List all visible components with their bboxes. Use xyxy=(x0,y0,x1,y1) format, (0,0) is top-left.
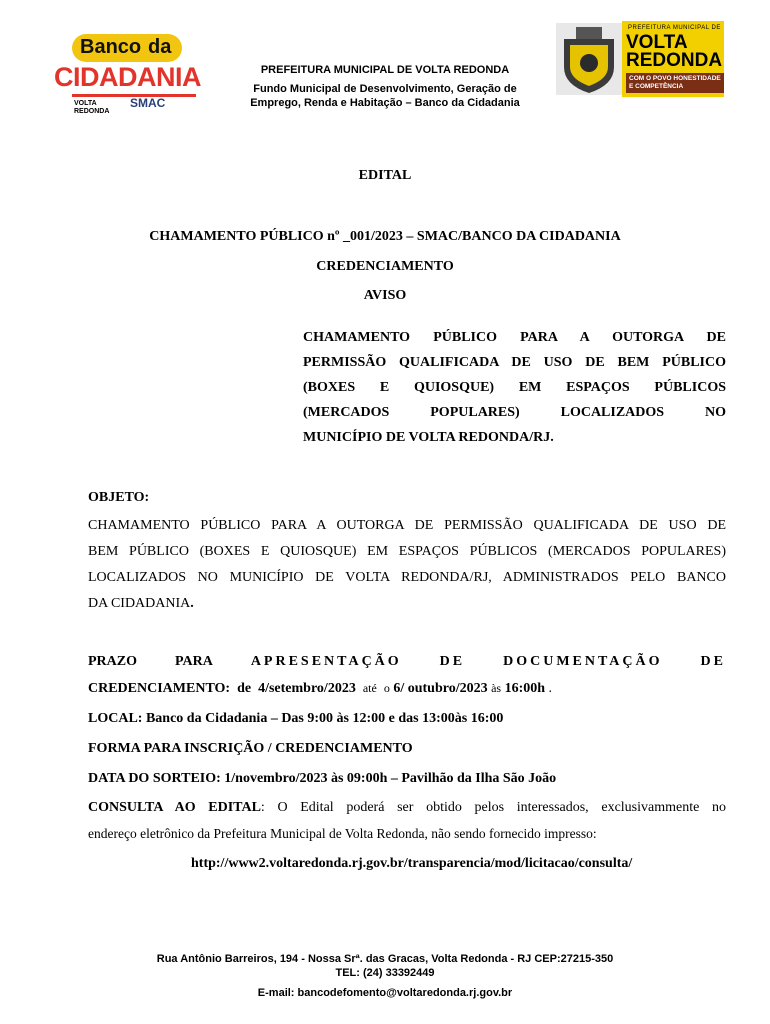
prazo-line xyxy=(88,654,726,670)
sorteio-line: DATA DO SORTEIO: 1/novembro/2023 às 09:00h – Pavilhão da Ilha São João xyxy=(88,771,557,786)
logo-smac-text: SMAC xyxy=(130,96,166,110)
logo-vr-line1: VOLTA xyxy=(74,100,97,107)
document-title: EDITAL xyxy=(358,168,412,183)
logo-redonda: REDONDA xyxy=(626,50,723,71)
objeto-line: LOCALIZADOS NO MUNICÍPIO DE VOLTA REDONDA/RJ, ADMINISTRADOS PELO BANCO xyxy=(88,570,726,585)
cred-end: . xyxy=(548,681,553,696)
logo-volta-redonda-big xyxy=(626,34,722,70)
cred-ate: até xyxy=(362,681,377,695)
prazo-word: DE xyxy=(700,654,726,669)
objeto-line: CHAMAMENTO PÚBLICO PARA A OUTORGA DE PERMISSÃO QUALIFICADA DE USO DE xyxy=(88,518,726,533)
header-line-2: Fundo Municipal de Desenvolvimento, Geração de xyxy=(253,83,517,95)
prazo-word: DE xyxy=(439,654,466,669)
consulta-label: CONSULTA AO EDITAL xyxy=(88,800,261,815)
consulta-line-1 xyxy=(88,800,726,816)
objeto-end-period: . xyxy=(190,596,194,611)
footer-tel: TEL: (24) 33392449 xyxy=(335,967,435,979)
logo-slogan-line1: COM O POVO HONESTIDADE xyxy=(629,75,721,82)
aviso-line: MUNICÍPIO DE VOLTA REDONDA/RJ. xyxy=(303,430,554,445)
logo-da-text: da xyxy=(148,36,172,58)
aviso-line: (BOXES E QUIOSQUE) EM ESPAÇOS PÚBLICOS xyxy=(303,380,726,395)
cred-end-date: 6/ outubro/2023 xyxy=(393,681,488,696)
logo-cidadania-text: CIDADANIA xyxy=(54,62,201,92)
prazo-word: PRAZO xyxy=(88,654,137,669)
prazo-word: PARA xyxy=(174,654,213,669)
forma-line: FORMA PARA INSCRIÇÃO / CREDENCIAMENTO xyxy=(88,741,413,756)
footer-email: E-mail: bancodefomento@voltaredonda.rj.gov.br xyxy=(257,987,513,999)
credenciamento-heading: CREDENCIAMENTO xyxy=(316,259,454,274)
logo-slogan xyxy=(626,73,724,93)
cred-as: às xyxy=(491,681,502,695)
aviso-line: PERMISSÃO QUALIFICADA DE USO DE BEM PÚBLICO xyxy=(303,355,726,370)
logo-vr-line2: REDONDA xyxy=(74,108,110,115)
consulta-text-1: : O Edital poderá ser obtido pelos interessados, exclusivammente no xyxy=(260,800,726,815)
local-line: LOCAL: Banco da Cidadania – Das 9:00 às 12:00 e das 13:00às 16:00 xyxy=(88,711,504,726)
prefeitura-volta-redonda-logo xyxy=(556,21,724,97)
logo-slogan-line2: E COMPETÊNCIA xyxy=(629,83,684,90)
credenciamento-dates xyxy=(88,681,726,697)
logo-volta-redonda-small xyxy=(74,100,109,116)
logo-banco-text: Banco xyxy=(80,36,142,58)
cred-de: de xyxy=(237,681,252,696)
consulta-url-link[interactable]: http://www2.voltaredonda.rj.gov.br/transparencia/mod/licitacao/consulta/ xyxy=(191,856,633,871)
cred-start-date: 4/setembro/2023 xyxy=(258,681,356,696)
prazo-word: DOCUMENTAÇÃO xyxy=(503,654,663,669)
chamamento-heading: CHAMAMENTO PÚBLICO nº _001/2023 – SMAC/BANCO DA CIDADANIA xyxy=(149,229,621,244)
objeto-line: BEM PÚBLICO (BOXES E QUIOSQUE) EM ESPAÇOS PÚBLICOS (MERCADOS POPULARES) xyxy=(88,544,726,559)
coat-of-arms-icon xyxy=(556,23,622,95)
aviso-line: CHAMAMENTO PÚBLICO PARA A OUTORGA DE xyxy=(303,330,726,345)
header-line-1: PREFEITURA MUNICIPAL DE VOLTA REDONDA xyxy=(260,64,510,76)
cred-time: 16:00h xyxy=(504,681,546,696)
objeto-line-text: DA CIDADANIA xyxy=(88,596,191,611)
consulta-line-2: endereço eletrônico da Prefeitura Municipal de Volta Redonda, não sendo fornecido impresso: xyxy=(88,826,597,841)
objeto-line-last xyxy=(88,596,726,612)
banco-da-cidadania-logo xyxy=(52,24,202,120)
prazo-word: APRESENTAÇÃO xyxy=(250,654,402,669)
aviso-line: (MERCADOS POPULARES) LOCALIZADOS NO xyxy=(303,405,726,420)
header-line-3: Emprego, Renda e Habitação – Banco da Cidadania xyxy=(250,97,520,109)
cred-label: CREDENCIAMENTO: xyxy=(88,681,231,696)
objeto-title: OBJETO: xyxy=(88,490,150,505)
aviso-heading: AVISO xyxy=(363,288,407,303)
cred-o: o xyxy=(383,681,390,695)
footer-address: Rua Antônio Barreiros, 194 - Nossa Srª. das Gracas, Volta Redonda - RJ CEP:27215-350 xyxy=(156,953,614,965)
logo-prefeitura-small: PREFEITURA MUNICIPAL DE xyxy=(628,25,721,31)
logo-volta: VOLTA xyxy=(626,32,688,53)
